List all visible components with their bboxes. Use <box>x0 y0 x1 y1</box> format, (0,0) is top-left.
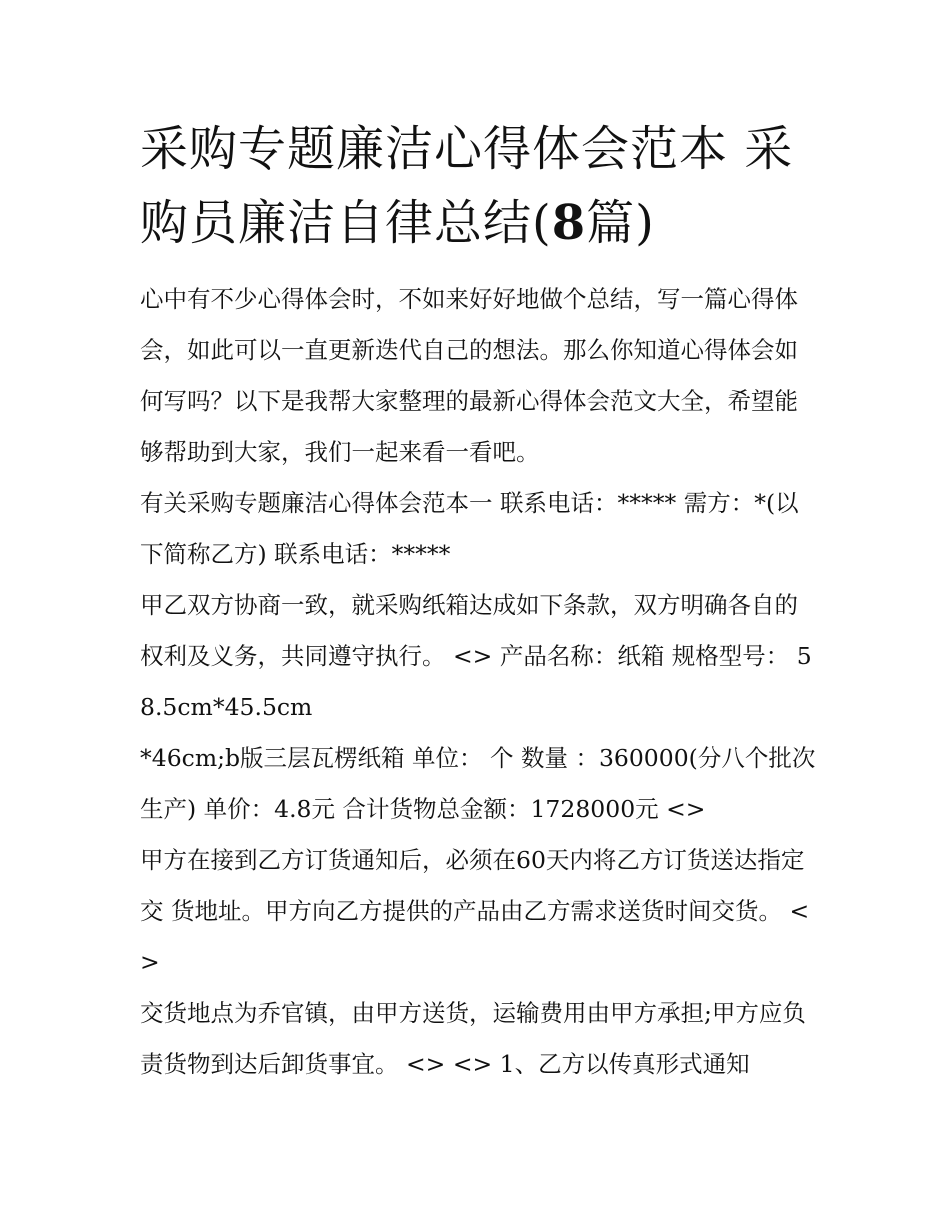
title-suffix: 篇) <box>586 195 655 251</box>
delivery-location-paragraph: 交货地点为乔官镇，由甲方送货，运输费用由甲方承担;甲方应负责货物到达后卸货事宜。 <> <> 1、乙方以传真形式通知 <box>140 999 806 1078</box>
document-title <box>140 112 820 260</box>
title-number: 8 <box>551 195 587 251</box>
agreement-paragraph: 甲乙双方协商一致，就采购纸箱达成如下条款，双方明确各自的权利及义务，共同遵守执行。 <> 产品名称：纸箱 规格型号： 58.5cm*45.5cm <box>140 591 812 721</box>
intro-paragraph: 心中有不少心得体会时，不如来好好地做个总结，写一篇心得体会，如此可以一直更新迭代自己的想法。那么你知道心得体会如何写吗？以下是我帮大家整理的最新心得体会范文大全，希望能够帮助到大家，我们一起来看一看吧。 <box>140 285 798 466</box>
title-text: 采购专题廉洁心得体会范本 采购员廉洁自律总结( <box>140 121 794 251</box>
document-body <box>140 274 820 1090</box>
delivery-time-paragraph: 甲方在接到乙方订货通知后，必须在60天内将乙方订货送达指定交 货地址。甲方向乙方提供的产品由乙方需求送货时间交货。 <> <box>140 846 810 976</box>
document-page <box>140 112 820 1090</box>
spec-paragraph: *46cm;b版三层瓦楞纸箱 单位： 个 数量 ：360000(分八个批次生产) 单价：4.8元 合计货物总金额：1728000元 <> <box>140 744 816 823</box>
contact-paragraph: 有关采购专题廉洁心得体会范本一 联系电话：***** 需方：*(以下简称乙方) 联系电话：***** <box>140 489 799 568</box>
